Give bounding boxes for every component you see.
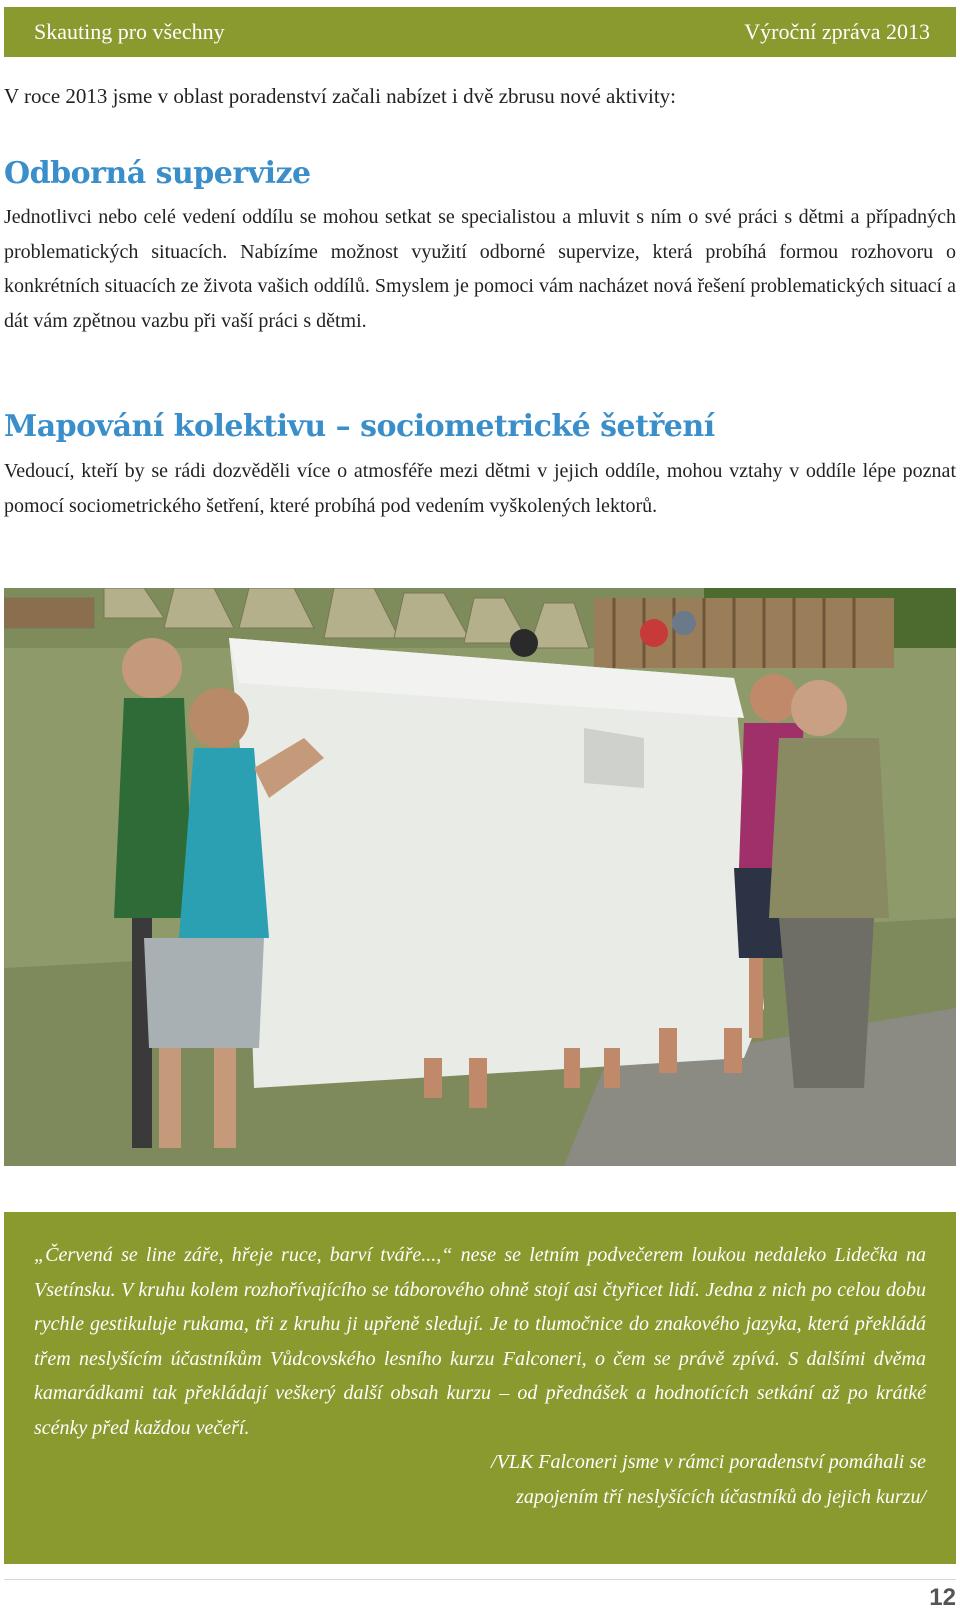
quote-text: „Červená se line záře, hřeje ruce, barví tváře...,“ nese se letním podvečerem loukou nedaleko Lidečka na Vsetínsku. V kruhu kolem rozhořívajícího se táborového ohně stojí asi čtyřicet lidí. Jedna z nich po celou dobu rychle gestikuluje rukama, tři z kruhu ji upřeně sledují. Je to tlumočnice do znakového jazyka, která překládá třem neslyšícím účastníkům Vůdcovského lesního kurzu Falconeri, o čem se právě zpívá. S dalšími dvěma kamarádkami tak překládají veškerý další obsah kurzu – od přednášek a hodnotících setkání až po krátké scénky před každou večeří.: [34, 1244, 926, 1439]
section-text-supervision: Jednotlivci nebo celé vedení oddílu se mohou setkat se specialistou a mluvit s ním o své práci s dětmi a případných problematických situacích. Nabízíme možnost využití odborné supervize, která probíhá formou rozhovoru o konkrétních situacích ze života vašich oddílů. Smyslem je pomoci vám nacházet nová řešení problematických situací a dát vám zpětnou vazbu při vaší práci s dětmi.: [4, 206, 956, 332]
intro-text: V roce 2013 jsme v oblast poradenství začali nabízet i dvě zbrusu nové aktivity:: [4, 84, 677, 108]
section-heading-sociometry: Mapování kolektivu – sociometrické šetření: [4, 409, 715, 444]
section-text-sociometry: Vedoucí, kteří by se rádi dozvěděli více o atmosféře mezi dětmi v jejich oddíle, mohou vztahy v oddíle lépe poznat pomocí sociometrického šetření, které probíhá pod vedením vyškolených lektorů.: [4, 460, 956, 517]
footer-divider: [4, 1579, 956, 1580]
page-number: 12: [929, 1584, 956, 1611]
page-header: [4, 7, 956, 57]
quote-box: [4, 1212, 956, 1564]
photo-people-holding-sheet: [4, 588, 956, 1166]
header-title: Skauting pro všechny: [34, 19, 225, 44]
quote-signature-line2: zapojením tří neslyšících účastníků do jejich kurzu/: [516, 1485, 926, 1508]
section-heading-supervision: Odborná supervize: [4, 156, 311, 191]
quote-signature-line1: /VLK Falconeri jsme v rámci poradenství pomáhali se: [491, 1451, 926, 1473]
header-report-title: Výroční zpráva 2013: [744, 19, 930, 44]
